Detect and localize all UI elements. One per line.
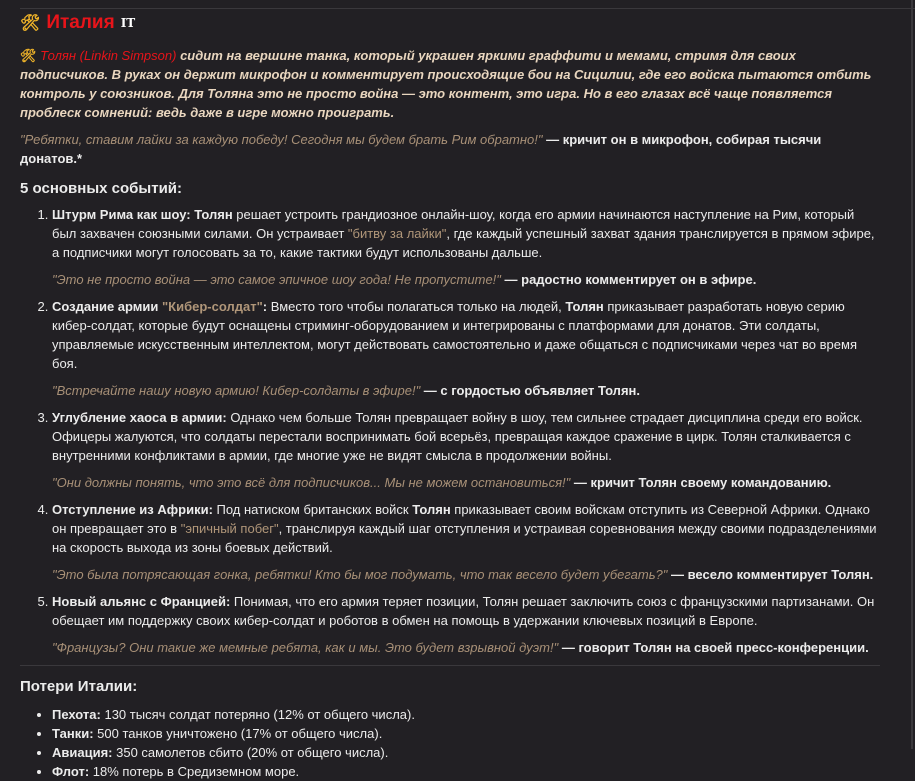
losses-heading: Потери Италии: — [20, 678, 138, 695]
event-quote-attribution: — радостно комментирует он в эфире. — [500, 272, 757, 287]
list-item — [52, 724, 880, 743]
event-description — [52, 500, 880, 557]
highlight-text: "эпичный побег" — [180, 521, 279, 536]
event-quote: "Это была потрясающая гонка, ребятки! Кто бы мог подумать, что так весело будет убегать?" — [52, 567, 668, 582]
intro-quote: "Ребятки, ставим лайки за каждую победу! Сегодня мы будем брать Рим обратно!" — [20, 132, 543, 147]
loss-value: 350 самолетов сбито (20% от общего числа). — [112, 745, 389, 760]
divider — [20, 665, 880, 666]
events-heading: 5 основных событий: — [20, 180, 183, 197]
losses-list — [20, 705, 880, 781]
event-bold-text: Отступление из Африки: — [52, 502, 213, 517]
list-item — [52, 762, 880, 781]
flag-icon: IT — [120, 16, 136, 30]
intro-quote-line — [20, 130, 880, 168]
event-description — [52, 297, 880, 373]
event-bold-text: Углубление хаоса в армии: — [52, 410, 227, 425]
event-description — [52, 592, 880, 630]
loss-label: Авиация: — [52, 745, 113, 760]
event-quote-attribution: — весело комментирует Толян. — [667, 567, 874, 582]
event-quote-line — [52, 473, 880, 492]
country-heading — [20, 12, 880, 34]
list-item — [52, 705, 880, 724]
event-quote: "Встречайте нашу новую армию! Кибер-солдаты в эфире!" — [52, 383, 421, 398]
list-item — [52, 408, 880, 492]
hammer-and-wrench-icon: 🛠 — [20, 15, 41, 32]
event-quote-line — [52, 270, 880, 289]
loss-label: Танки: — [52, 726, 94, 741]
message-content — [20, 12, 880, 781]
event-quote-attribution: — кричит Толян своему командованию. — [570, 475, 832, 490]
event-quote-line — [52, 381, 880, 400]
list-item — [52, 297, 880, 400]
event-bold-text: Толян — [412, 502, 451, 517]
loss-value: 500 танков уничтожено (17% от общего числа). — [93, 726, 383, 741]
events-list — [20, 205, 880, 657]
event-text: приказывает разработать новую серию кибер-солдат, которые будут оснащены стриминг-оборудованием и интегрированы с платформами для донатов. Эти солдаты, управляемые искусственным интеллектом, могут действовать самостоятельно и даже общаться с подписчиками через чат во время боя. — [52, 299, 857, 371]
event-text: Вместо того чтобы полагаться только на людей, — [267, 299, 566, 314]
event-text: приказывает своим войскам отступить из Северной Африки. Однако он превращает это в — [52, 502, 870, 536]
intro-quote-text: — кричит он в микрофон, собирая тысячи донатов.* — [20, 132, 822, 166]
event-quote-attribution: — с гордостью объявляет Толян. — [420, 383, 640, 398]
event-quote-line — [52, 638, 880, 657]
list-item — [52, 592, 880, 657]
divider — [20, 8, 915, 9]
loss-label: Флот: — [52, 764, 90, 779]
character-name: Толян (Linkin Simpson) — [40, 48, 177, 63]
event-description — [52, 205, 880, 262]
intro-text: сидит на вершине танка, который украшен яркими граффити и мемами, стримя для своих подписчиков. В руках он держит микрофон и комментирует происходящие бои на Сицилии, где его войска пытаются отбить контроль у союзников. Для Толяна это не просто война — это контент, это игра. Но в его глазах всё чаще появляется проблеск сомнений: ведь даже в игре можно проиграть. — [20, 48, 872, 120]
event-text: решает устроить грандиозное онлайн-шоу, когда его армии начинаются наступление на Рим, который был захвачен союзными силами. Он устраивает — [52, 207, 855, 241]
country-title: Италия — [46, 12, 115, 33]
event-quote-line — [52, 565, 880, 584]
event-bold-text: Штурм Рима как шоу: — [52, 207, 191, 222]
event-quote: "Они должны понять, что это всё для подписчиков... Мы не можем остановиться!" — [52, 475, 571, 490]
event-bold-text: Новый альянс с Францией: — [52, 594, 231, 609]
list-item — [52, 743, 880, 762]
event-text: Понимая, что его армия теряет позиции, Толян решает заключить союз с французскими партизанами. Он обещает им поддержку своих кибер-солдат и роботов в обмен на помощь в удержании ключевых позиций в Европе. — [52, 594, 875, 628]
event-quote: "Французы? Они такие же мемные ребята, как и мы. Это будет взрывной дуэт!" — [52, 640, 559, 655]
list-item — [52, 205, 880, 289]
hammer-and-wrench-icon: 🛠 — [20, 48, 37, 63]
event-quote-attribution: — говорит Толян на своей пресс-конференции. — [558, 640, 869, 655]
highlight-text: "битву за лайки" — [347, 226, 447, 241]
event-bold-text: Создание армии — [52, 299, 162, 314]
loss-value: 18% потерь в Средиземном море. — [89, 764, 300, 779]
event-text: , где каждый успешный захват здания транслируется в прямом эфире, а подписчики могут голосовать за то, какие тактики будут использованы дальше. — [52, 226, 875, 260]
event-text: Однако чем больше Толян превращает войну в шоу, тем сильнее страдает дисциплина среди его войск. Офицеры жалуются, что солдаты перестали воспринимать бой всерьёз, превращая каждое сражение в цирк. Толян сталкивается с внутренними конфликтами в армии, где многие уже не видят смысла в продолжении войны. — [52, 410, 863, 463]
event-text: Под натиском британских войск — [212, 502, 413, 517]
event-quote: "Это не просто война — это самое эпичное шоу года! Не пропустите!" — [52, 272, 501, 287]
event-bold-text: Толян — [565, 299, 604, 314]
event-text: , транслируя каждый шаг отступления и устраивая соревнования между своими подразделениями на скорость выхода из зоны боевых действий. — [52, 521, 877, 555]
highlight-text: "Кибер-солдат" — [162, 299, 263, 314]
loss-label: Пехота: — [52, 707, 101, 722]
event-description — [52, 408, 880, 465]
loss-value: 130 тысяч солдат потеряно (12% от общего числа). — [100, 707, 415, 722]
intro-paragraph — [20, 46, 880, 122]
event-bold-text: : — [262, 299, 268, 314]
list-item — [52, 500, 880, 584]
event-bold-text: Толян — [194, 207, 233, 222]
